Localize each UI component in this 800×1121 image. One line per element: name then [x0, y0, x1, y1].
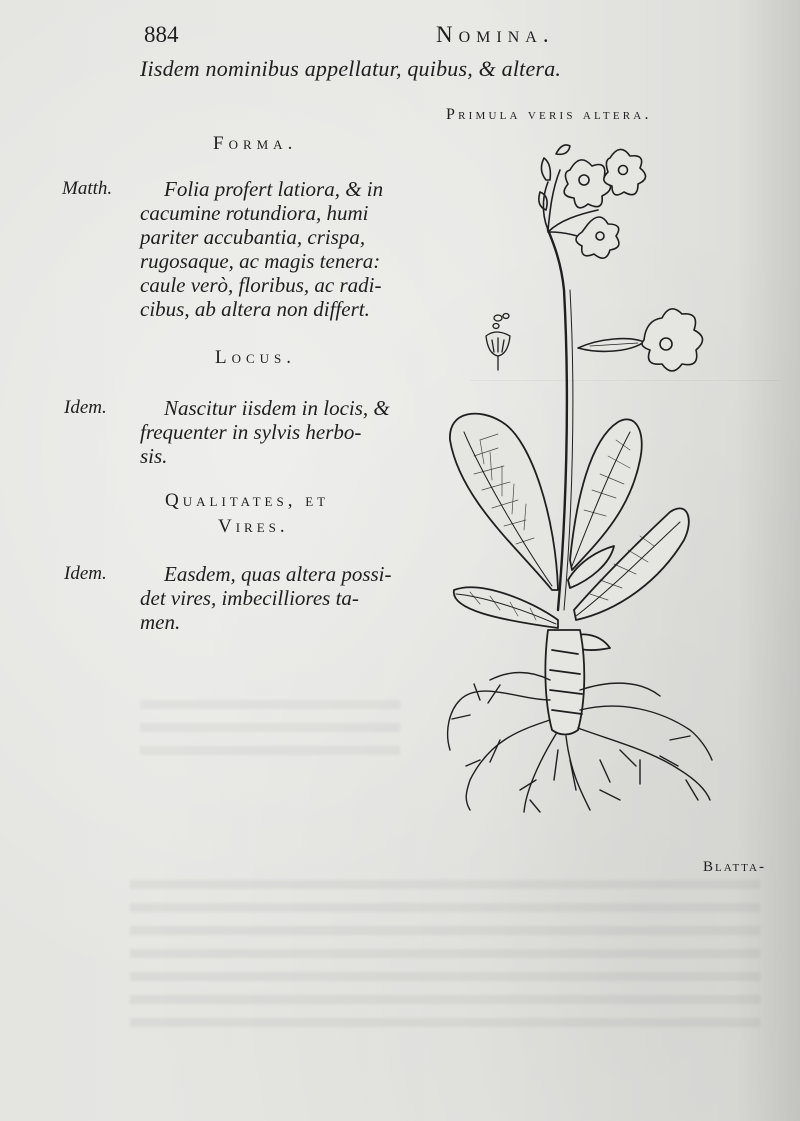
- text-line: Easdem, quas altera possi-: [164, 562, 392, 586]
- text-line: cibus, ab altera non differt.: [140, 297, 370, 321]
- text-line: cacumine rotundiora, humi: [140, 201, 369, 225]
- catchword: Blatta-: [703, 859, 766, 875]
- root-crown: [545, 630, 584, 735]
- text-line: Folia profert latiora, & in: [164, 177, 384, 201]
- page-number: 884: [144, 22, 179, 47]
- plant-title: Primula veris altera.: [446, 106, 652, 123]
- text-line: men.: [140, 610, 181, 634]
- section-heading-locus: Locus.: [215, 347, 297, 368]
- section-heading-vires: Vires.: [218, 516, 289, 537]
- section-heading-forma: Forma.: [213, 133, 298, 154]
- text-line: sis.: [140, 444, 168, 468]
- section-text-qualitates: [140, 562, 392, 634]
- text-line: rugosaque, ac magis tenera:: [140, 249, 381, 273]
- margin-note: Idem.: [64, 397, 107, 418]
- first-line: Iisdem nominibus appellatur, quibus, & altera.: [140, 56, 562, 81]
- bleed-through-texture: [130, 880, 760, 1030]
- text-line: pariter accubantia, crispa,: [140, 225, 366, 249]
- seed-capsule-detail: [486, 314, 510, 371]
- text-line: frequenter in sylvis herbo-: [140, 420, 362, 444]
- section-text-forma: [140, 177, 383, 321]
- margin-note: Idem.: [64, 563, 107, 584]
- flower-cluster: [539, 145, 646, 258]
- text-line: caule verò, floribus, ac radi-: [140, 273, 382, 297]
- section-text-locus: [140, 396, 390, 468]
- margin-note: Matth.: [62, 178, 113, 199]
- primula-woodcut-illustration: [440, 140, 740, 820]
- detached-flower: [578, 309, 703, 371]
- section-heading-qualitates: Qualitates, et: [165, 490, 330, 511]
- bleed-through-texture: [140, 700, 400, 760]
- text-line: Nascitur iisdem in locis, &: [164, 396, 390, 420]
- text-line: det vires, imbecilliores ta-: [140, 586, 359, 610]
- running-title: Nomina.: [436, 22, 555, 47]
